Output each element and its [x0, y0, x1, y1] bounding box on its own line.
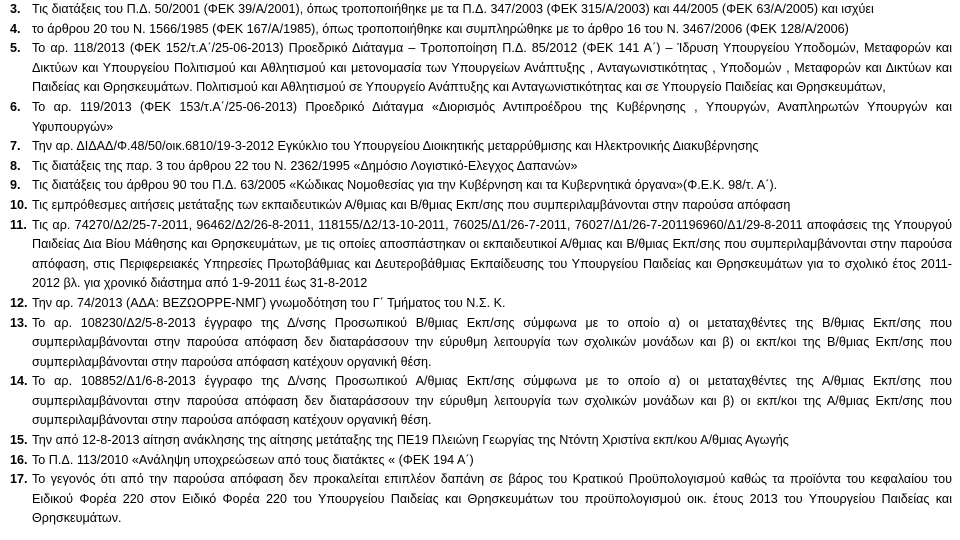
item-number: 8. [10, 158, 21, 173]
item-number: 12. [10, 295, 28, 310]
item-text: Την αρ. 74/2013 (ΑΔΑ: ΒΕΖΩΟΡΡΕ-ΝΜΓ) γνωμοδότηση του Γ΄ Τμήματος του Ν.Σ. Κ. [32, 295, 506, 310]
list-item [10, 372, 952, 431]
list-item [10, 216, 952, 294]
item-number: 4. [10, 21, 21, 36]
item-number: 11. [10, 217, 27, 232]
item-text: Τις εμπρόθεσμες αιτήσεις μετάταξης των εκπαιδευτικών Α/θμιας και Β/θμιας Εκπ/σης που συμπεριλαμβάνονται στην παρούσα απόφαση [32, 197, 791, 212]
item-text: Τις διατάξεις του Π.Δ. 50/2001 (ΦΕΚ 39/Α/2001), όπως τροποποιήθηκε με τα Π.Δ. 347/2003 (ΦΕΚ 315/Α/2003) και 44/2005 (ΦΕΚ 63/Α/2005) και ισχύει [32, 2, 874, 16]
list-item [10, 98, 952, 137]
item-text: Τις αρ. 74270/Δ2/25-7-2011, 96462/Δ2/26-8-2011, 118155/Δ2/13-10-2011, 76025/Δ1/26-7-2011, 76027/Δ1/26-7-201196960/Δ1/29-8-2011 αποφάσεις της Υπουργού Παιδείας Δια Βίου Μάθησης και Θρησκευμάτων, με τις οποίες αποσπάστηκαν οι εκπαιδευτικοί Α/θμιας και Β/θμιας Εκπ/σης που συμπεριλαμβάνονται στην παρούσα απόφαση, στις Περιφερειακές Υπηρεσίες Πρωτοβάθμιας και Δευτεροβάθμιας Εκπαίδευσης του Υπουργείου Παιδείας και Θρησκευμάτων για το σχολικό έτος 2011-2012 βλ. για χρονικό διάστημα από 1-9-2011 έως 31-8-2012 [32, 217, 952, 291]
list-item [10, 431, 952, 451]
item-text: Το αρ. 119/2013 (ΦΕΚ 153/τ.Α΄/25-06-2013) Προεδρικό Διάταγμα «Διορισμός Αντιπροέδρου της Κυβέρνησης , Υπουργών, Αναπληρωτών Υπουργών και Υφυπουργών» [32, 99, 952, 134]
item-number: 15. [10, 433, 28, 448]
item-text: Την από 12-8-2013 αίτηση ανάκλησης της αίτησης μετάταξης της ΠΕ19 Πλειώνη Γεωργίας της Ντόντη Χριστίνα εκπ/κου Α/θμιας Αγωγής [32, 433, 789, 448]
item-text: Το αρ. 108852/Δ1/6-8-2013 έγγραφο της Δ/νσης Προσωπικού Α/θμιας Εκπ/σης σύμφωνα με το οποίο α) οι μεταταχθέντες της Α/θμιας Εκπ/σης που συμπεριλαμβάνονται στην παρούσα απόφαση δεν διαταράσσουν την εύρυθμη λειτουργία των σχολικών μονάδων και β) οι εκπ/κοι της Α/θμιας Εκπ/σης που συμπεριλαμβάνονται στην παρούσα απόφαση κατέχουν οργανική θέση. [32, 374, 952, 428]
list-item [10, 137, 952, 157]
item-number: 5. [10, 41, 21, 56]
item-text: Το αρ. 118/2013 (ΦΕΚ 152/τ.Α΄/25-06-2013) Προεδρικό Διάταγμα – Τροποποίηση Π.Δ. 85/2012 (ΦΕΚ 141 Α΄) – Ίδρυση Υπουργείου Υποδομών, Μεταφορών και Δικτύων και Υπουργείου Πολιτισμού και Αθλητισμού και μετονομασία των Υπουργείων Ανάπτυξης , Ανταγωνιστικότητας , Υποδομών , Μεταφορών και Δικτύων και Παιδείας και Θρησκευμάτων. Πολιτισμού και Αθλητισμού σε Υπουργείο Ανάπτυξης και Ανταγωνιστικότητας και σε Υπουργείο Παιδείας και Θρησκευμάτων, [32, 41, 952, 95]
item-number: 17. [10, 472, 28, 487]
list-item [10, 314, 952, 373]
item-text: το άρθρου 20 του Ν. 1566/1985 (ΦΕΚ 167/Α/1985), όπως τροποποιήθηκε και συμπληρώθηκε με το άρθρο 16 του Ν. 3467/2006 (ΦΕΚ 128/Α/2006) [32, 21, 849, 36]
list-item [10, 0, 952, 20]
item-text: Το γεγονός ότι από την παρούσα απόφαση δεν προκαλείται επιπλέον δαπάνη σε βάρος του Κρατικού Προϋπολογισμού καθώς τα προϊόντα του κεφαλαίου του Ειδικού Φορέα 220 στον Ειδικό Φορέα 220 του Υπουργείου Παιδείας και Θρησκευμάτων του προϋπολογισμού οικ. έτους 2013 του Υπουργείου Παιδείας και Θρησκευμάτων. [32, 472, 952, 526]
list-item [10, 176, 952, 196]
list-item [10, 20, 952, 40]
item-number: 10. [10, 197, 28, 212]
list-item [10, 470, 952, 529]
list-item [10, 294, 952, 314]
item-number: 7. [10, 139, 21, 154]
item-number: 14. [10, 374, 28, 389]
item-text: Τις διατάξεις του άρθρου 90 του Π.Δ. 63/2005 «Κώδικας Νομοθεσίας για την Κυβέρνηση και τα Κυβερνητικά όργανα»(Φ.Ε.Κ. 98/τ. Α΄). [32, 178, 778, 193]
list-item [10, 39, 952, 98]
item-number: 16. [10, 452, 28, 467]
list-item [10, 196, 952, 216]
item-number: 6. [10, 99, 21, 114]
item-text: Τις διατάξεις της παρ. 3 του άρθρου 22 του Ν. 2362/1995 «Δημόσιο Λογιστικό-Ελεγχος Δαπανών» [32, 158, 578, 173]
item-number: 3. [10, 2, 21, 16]
item-number: 13. [10, 315, 28, 330]
item-text: Την αρ. ΔΙΔΑΔ/Φ.48/50/οικ.6810/19-3-2012 Εγκύκλιο του Υπουργείου Διοικητικής μεταρρύθμισης και Ηλεκτρονικής Διακυβέρνησης [32, 139, 759, 154]
item-number: 9. [10, 178, 21, 193]
item-text: Το αρ. 108230/Δ2/5-8-2013 έγγραφο της Δ/νσης Προσωπικού Β/θμιας Εκπ/σης σύμφωνα με το οποίο α) οι μεταταχθέντες της Β/θμιας Εκπ/σης που συμπεριλαμβάνονται στην παρούσα απόφαση δεν διαταράσσουν την εύρυθμη λειτουργία των σχολικών μονάδων και β) οι εκπ/κοι της Β/θμιας Εκπ/σης που συμπεριλαμβάνονται στην παρούσα απόφαση κατέχουν οργανική θέση. [32, 315, 952, 369]
list-item [10, 157, 952, 177]
item-text: Το Π.Δ. 113/2010 «Ανάληψη υποχρεώσεων από τους διατάκτες « (ΦΕΚ 194 Α΄) [32, 452, 474, 467]
list-item [10, 451, 952, 471]
